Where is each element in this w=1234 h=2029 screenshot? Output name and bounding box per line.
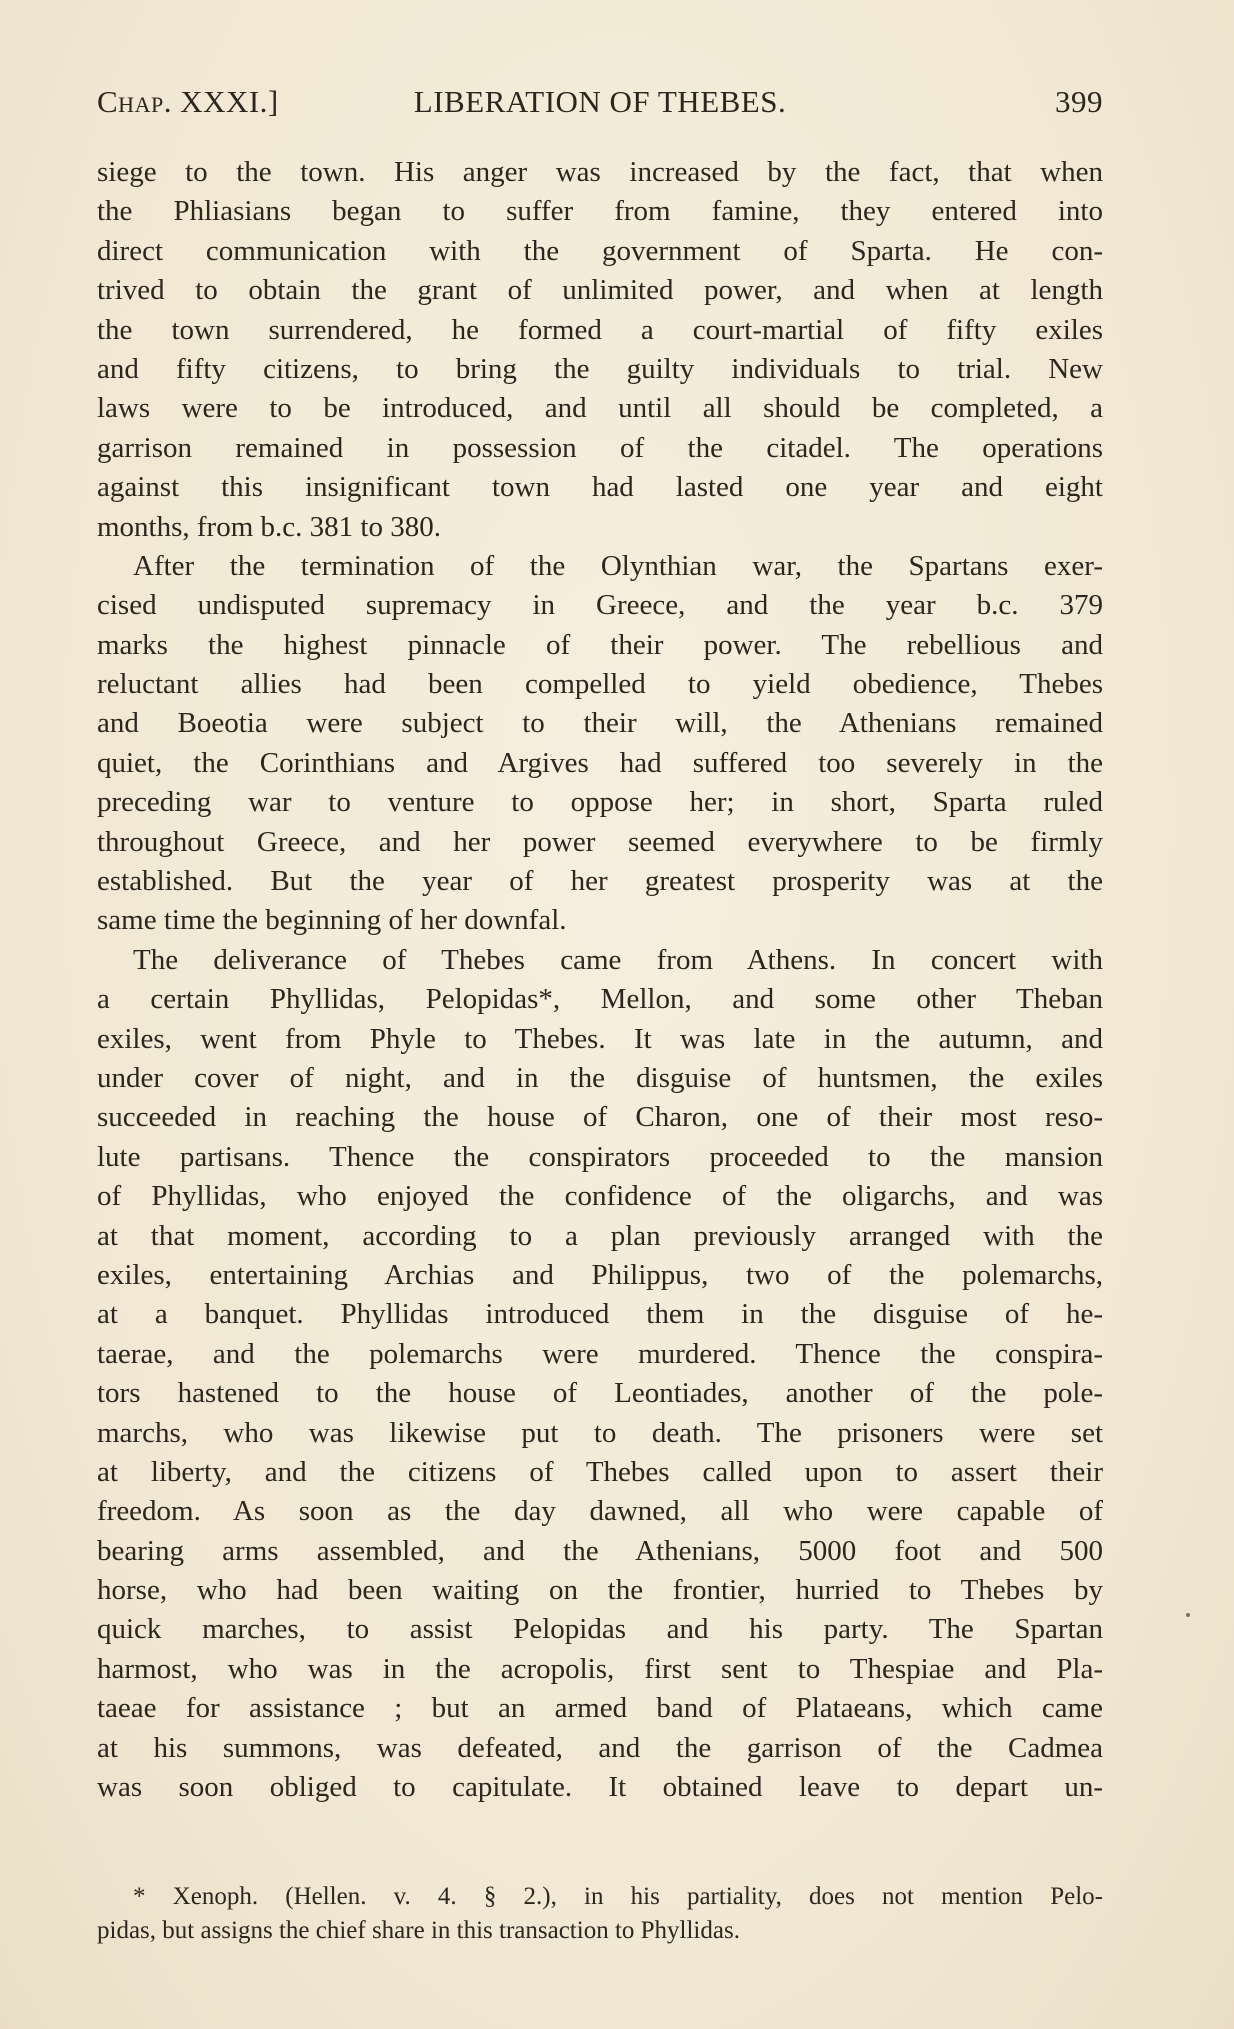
running-header: [97, 84, 1103, 134]
text-line: cised undisputed supremacy in Greece, and the year b.c. 379: [97, 589, 1103, 622]
text-line: siege to the town. His anger was increased by the fact, that when: [97, 156, 1103, 188]
text-line: under cover of night, and in the disguise of huntsmen, the exiles: [97, 1061, 1103, 1094]
text-line: the Phliasians began to suffer from famine, they entered into: [97, 195, 1103, 228]
text-line: same time the beginning of her downfal.: [97, 904, 567, 937]
text-line: The deliverance of Thebes came from Athens. In concert with: [133, 943, 1103, 976]
text-line: was soon obliged to capitulate. It obtained leave to depart un-: [97, 1771, 1103, 1804]
text-line: a certain Phyllidas, Pelopidas*, Mellon, and some other Theban: [97, 983, 1103, 1016]
text-line: tors hastened to the house of Leontiades, another of the pole-: [97, 1377, 1103, 1410]
text-line: horse, who had been waiting on the frontier, hurried to Thebes by: [97, 1574, 1103, 1607]
text-line: direct communication with the government of Sparta. He con-: [97, 234, 1103, 267]
page-number: 399: [1055, 84, 1103, 119]
text-line: at a banquet. Phyllidas introduced them in the disguise of he-: [97, 1298, 1103, 1331]
text-line: reluctant allies had been compelled to yield obedience, Thebes: [97, 668, 1103, 701]
text-line: taerae, and the polemarchs were murdered. Thence the conspira-: [97, 1337, 1103, 1370]
text-line: preceding war to venture to oppose her; in short, Sparta ruled: [97, 786, 1103, 819]
text-line: exiles, entertaining Archias and Philippus, two of the polemarchs,: [97, 1258, 1103, 1291]
text-line: After the termination of the Olynthian war, the Spartans exer-: [133, 549, 1103, 582]
text-line: trived to obtain the grant of unlimited power, and when at length: [97, 274, 1103, 307]
text-line: taeae for assistance ; but an armed band of Plataeans, which came: [97, 1692, 1103, 1725]
footnote-line: * Xenoph. (Hellen. v. 4. § 2.), in his partiality, does not mention Pelo-: [133, 1883, 1103, 1910]
chapter-label: Chap. XXXI.]: [97, 84, 279, 119]
text-line: at his summons, was defeated, and the garrison of the Cadmea: [97, 1731, 1103, 1764]
text-line: and Boeotia were subject to their will, the Athenians remained: [97, 707, 1103, 740]
text-line: months, from b.c. 381 to 380.: [97, 510, 441, 543]
text-line: bearing arms assembled, and the Athenians, 5000 foot and 500: [97, 1534, 1103, 1567]
text-line: established. But the year of her greatest prosperity was at the: [97, 865, 1103, 898]
text-line: quick marches, to assist Pelopidas and his party. The Spartan: [97, 1613, 1103, 1646]
text-line: marchs, who was likewise put to death. The prisoners were set: [97, 1416, 1103, 1449]
text-line: succeeded in reaching the house of Charon, one of their most reso-: [97, 1101, 1103, 1134]
body-text: [97, 153, 1103, 1807]
text-line: exiles, went from Phyle to Thebes. It was late in the autumn, and: [97, 1022, 1103, 1055]
text-line: harmost, who was in the acropolis, first sent to Thespiae and Pla-: [97, 1652, 1103, 1685]
text-line: freedom. As soon as the day dawned, all who were capable of: [97, 1495, 1103, 1528]
text-line: marks the highest pinnacle of their power. The rebellious and: [97, 628, 1103, 661]
text-line: against this insignificant town had lasted one year and eight: [97, 471, 1103, 504]
print-speck: [1186, 1613, 1190, 1617]
text-line: throughout Greece, and her power seemed everywhere to be firmly: [97, 825, 1103, 858]
page-title: LIBERATION OF THEBES.: [413, 84, 787, 119]
text-line: the town surrendered, he formed a court-martial of fifty exiles: [97, 313, 1103, 346]
footnote: [97, 1880, 1103, 1948]
text-line: laws were to be introduced, and until all should be completed, a: [97, 392, 1103, 425]
text-line: at that moment, according to a plan previously arranged with the: [97, 1219, 1103, 1252]
text-line: of Phyllidas, who enjoyed the confidence of the oligarchs, and was: [97, 1180, 1103, 1213]
text-line: and fifty citizens, to bring the guilty individuals to trial. New: [97, 352, 1103, 385]
text-line: quiet, the Corinthians and Argives had suffered too severely in the: [97, 746, 1103, 779]
text-line: at liberty, and the citizens of Thebes called upon to assert their: [97, 1455, 1103, 1488]
footnote-line: pidas, but assigns the chief share in this transaction to Phyllidas.: [97, 1917, 740, 1944]
text-line: garrison remained in possession of the citadel. The operations: [97, 431, 1103, 464]
text-line: lute partisans. Thence the conspirators proceeded to the mansion: [97, 1140, 1103, 1173]
